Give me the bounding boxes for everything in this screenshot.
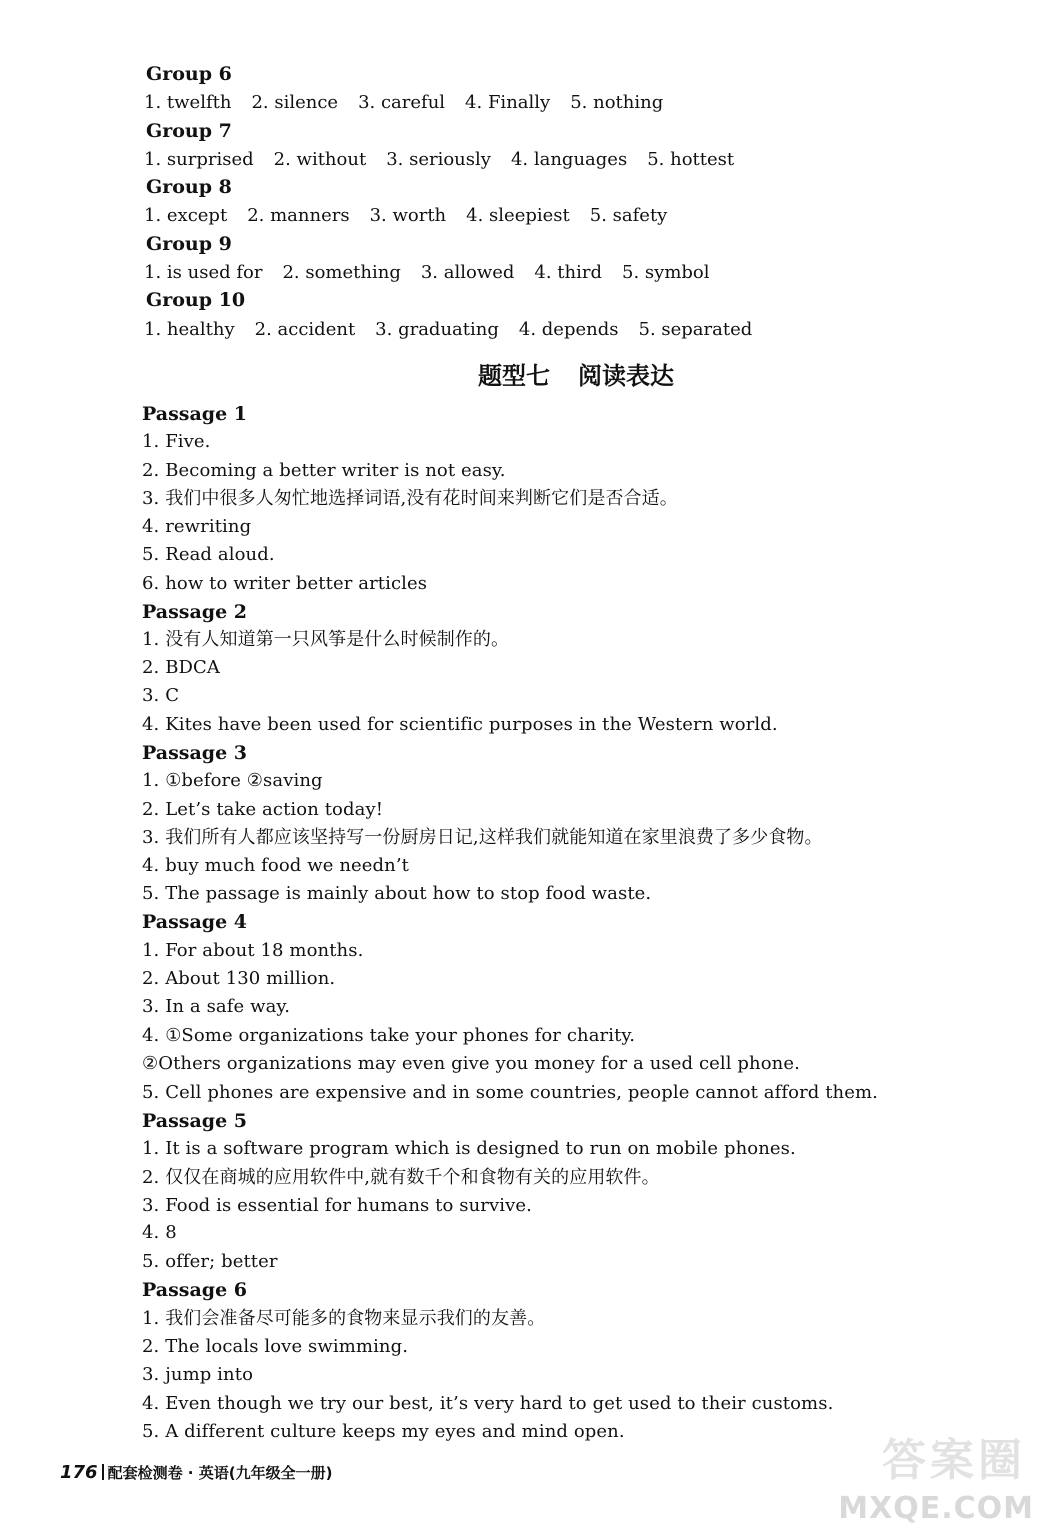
watermark xyxy=(838,1426,1034,1526)
passage-1-line: 3. 我们中很多人匆忙地选择词语,没有花时间来判断它们是否合适。 xyxy=(142,488,678,509)
passage-6-line: 3. jump into xyxy=(142,1364,254,1385)
group-6-answers xyxy=(144,89,683,117)
passage-4-line: 3. In a safe way. xyxy=(142,996,291,1017)
group-9-title: Group 9 xyxy=(146,233,232,255)
passage-5-title: Passage 5 xyxy=(142,1110,248,1132)
passage-6-line: 2. The locals love swimming. xyxy=(142,1336,409,1357)
passage-3-line: 4. buy much food we needn’t xyxy=(142,855,409,876)
group-9-answers xyxy=(144,259,730,287)
passage-2-title: Passage 2 xyxy=(142,601,248,623)
answer-item: 3. careful xyxy=(358,92,446,113)
passage-2-line: 4. Kites have been used for scientific purposes in the Western world. xyxy=(142,714,778,735)
passage-1-line: 2. Becoming a better writer is not easy. xyxy=(142,460,506,481)
answer-item: 4. third xyxy=(534,262,603,283)
answer-item: 5. nothing xyxy=(570,92,664,113)
answer-item: 1. except xyxy=(144,205,228,226)
section-title-part2: 阅读表达 xyxy=(578,362,674,390)
answer-item: 1. surprised xyxy=(144,149,254,170)
answer-item: 4. Finally xyxy=(465,92,551,113)
answer-item: 2. silence xyxy=(251,92,339,113)
answer-item: 5. safety xyxy=(589,205,668,226)
answer-item: 4. languages xyxy=(510,149,628,170)
passage-4-line: ②Others organizations may even give you money for a used cell phone. xyxy=(142,1053,800,1074)
passage-5-line: 5. offer; better xyxy=(142,1251,278,1272)
passage-6-line: 1. 我们会准备尽可能多的食物来显示我们的友善。 xyxy=(142,1308,546,1329)
group-7-answers xyxy=(144,146,754,174)
passage-6-title: Passage 6 xyxy=(142,1279,248,1301)
group-7-title: Group 7 xyxy=(146,120,232,142)
passage-6-line: 4. Even though we try our best, it’s very hard to get used to their customs. xyxy=(142,1393,834,1414)
answer-item: 3. worth xyxy=(369,205,447,226)
passage-1-line: 1. Five. xyxy=(142,431,211,452)
page-footer xyxy=(60,1460,332,1486)
passage-4-line: 1. For about 18 months. xyxy=(142,940,364,961)
section-title-part1: 题型七 xyxy=(478,362,550,390)
passage-5-line: 3. Food is essential for humans to survive. xyxy=(142,1195,532,1216)
answer-item: 5. separated xyxy=(638,319,753,340)
passage-3-line: 5. The passage is mainly about how to stop food waste. xyxy=(142,883,652,904)
passage-5-line: 4. 8 xyxy=(142,1222,177,1243)
answer-item: 4. depends xyxy=(518,319,619,340)
section-title xyxy=(0,358,1056,394)
passage-4-line: 2. About 130 million. xyxy=(142,968,336,989)
answer-item: 5. hottest xyxy=(647,149,735,170)
passage-4-line: 5. Cell phones are expensive and in some countries, people cannot afford them. xyxy=(142,1082,878,1103)
answer-item: 4. sleepiest xyxy=(466,205,570,226)
passage-1-line: 5. Read aloud. xyxy=(142,544,275,565)
watermark-url: MXQE.COM xyxy=(838,1491,1034,1526)
passage-3-line: 2. Let’s take action today! xyxy=(142,799,384,820)
answer-item: 1. twelfth xyxy=(144,92,232,113)
answer-item: 2. without xyxy=(273,149,367,170)
answer-item: 1. is used for xyxy=(144,262,263,283)
group-8-answers xyxy=(144,202,687,230)
answer-item: 2. something xyxy=(282,262,401,283)
answer-item: 2. manners xyxy=(247,205,350,226)
group-8-title: Group 8 xyxy=(146,176,232,198)
passage-1-line: 4. rewriting xyxy=(142,516,252,537)
passage-6-line: 5. A different culture keeps my eyes and mind open. xyxy=(142,1421,625,1442)
book-title: 配套检测卷 · 英语(九年级全一册) xyxy=(107,1464,333,1482)
group-10-title: Group 10 xyxy=(146,289,246,311)
passage-3-line: 3. 我们所有人都应该坚持写一份厨房日记,这样我们就能知道在家里浪费了多少食物。 xyxy=(142,827,823,848)
group-10-answers xyxy=(144,316,772,344)
watermark-logo-text: 答案圈 xyxy=(882,1435,1026,1486)
passage-3-line: 1. ①before ②saving xyxy=(142,770,323,791)
passage-4-title: Passage 4 xyxy=(142,911,248,933)
passage-2-line: 2. BDCA xyxy=(142,657,221,678)
answer-item: 3. seriously xyxy=(386,149,491,170)
passage-3-title: Passage 3 xyxy=(142,742,248,764)
passage-2-line: 1. 没有人知道第一只风筝是什么时候制作的。 xyxy=(142,629,510,650)
answer-item: 1. healthy xyxy=(144,319,235,340)
passage-1-title: Passage 1 xyxy=(142,403,248,425)
page-number: 176 xyxy=(60,1462,98,1483)
footer-divider xyxy=(102,1464,104,1480)
answer-item: 2. accident xyxy=(254,319,356,340)
passage-2-line: 3. C xyxy=(142,685,180,706)
answer-item: 5. symbol xyxy=(622,262,710,283)
answer-item: 3. graduating xyxy=(375,319,499,340)
passage-5-line: 1. It is a software program which is designed to run on mobile phones. xyxy=(142,1138,796,1159)
passage-4-line: 4. ①Some organizations take your phones for charity. xyxy=(142,1025,636,1046)
answer-item: 3. allowed xyxy=(420,262,515,283)
passage-5-line: 2. 仅仅在商城的应用软件中,就有数千个和食物有关的应用软件。 xyxy=(142,1167,660,1188)
passage-1-line: 6. how to writer better articles xyxy=(142,573,428,594)
group-6-title: Group 6 xyxy=(146,63,232,85)
